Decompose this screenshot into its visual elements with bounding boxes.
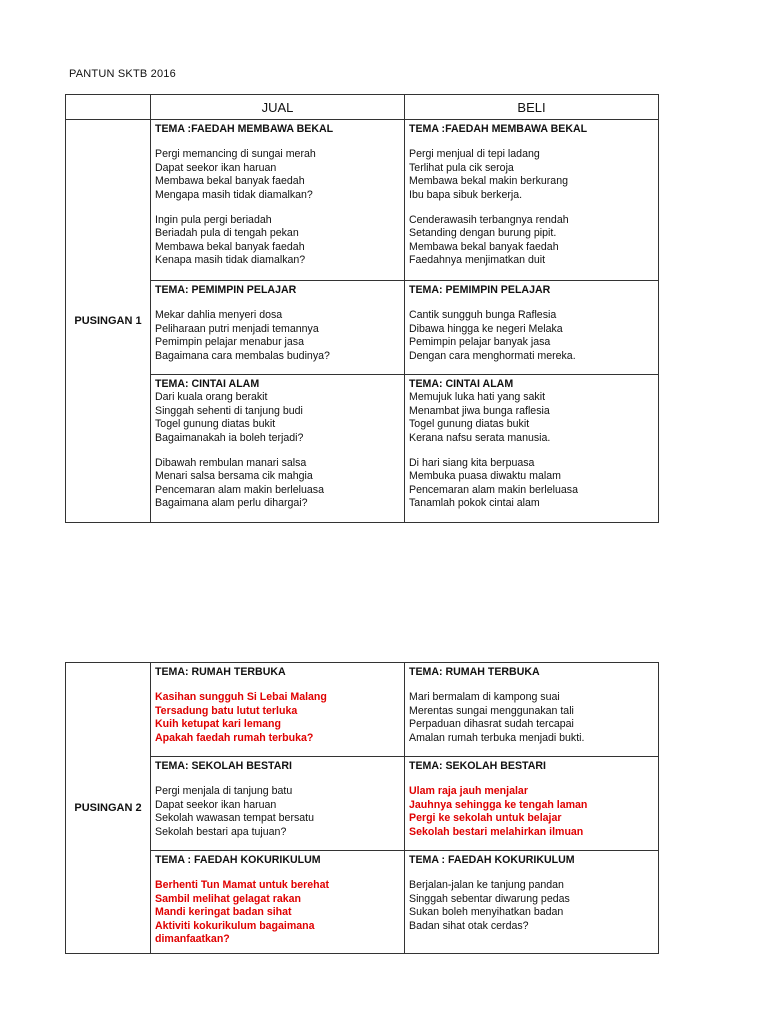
pantun-line: Sekolah bestari melahirkan ilmuan xyxy=(409,825,584,838)
pantun-line: Cenderawasih terbangnya rendah xyxy=(409,214,569,227)
pantun-line: Mekar dahlia menyeri dosa xyxy=(155,309,283,322)
pantun-line: Pemimpin pelajar menabur jasa xyxy=(155,336,304,349)
tema-heading: TEMA: RUMAH TERBUKA xyxy=(409,666,540,678)
pantun-line: Mandi keringat badan sihat xyxy=(155,906,292,919)
tema-heading: TEMA :FAEDAH MEMBAWA BEKAL xyxy=(409,123,588,135)
jual-cell xyxy=(151,851,405,954)
tema-heading: TEMA :FAEDAH MEMBAWA BEKAL xyxy=(155,123,334,135)
pantun-line: Beriadah pula di tengah pekan xyxy=(155,227,299,240)
pantun-block xyxy=(405,375,658,511)
table-row xyxy=(66,375,659,523)
pantun-line: Di hari siang kita berpuasa xyxy=(409,457,535,470)
pantun-line: Mari bermalam di kampong suai xyxy=(409,691,560,704)
round-label: PUSINGAN 1 xyxy=(66,120,151,523)
stanza xyxy=(409,785,654,839)
pantun-line: Membawa bekal makin berkurang xyxy=(409,175,568,188)
tema-heading: TEMA : FAEDAH KOKURIKULUM xyxy=(409,854,575,866)
pantun-line: Pergi ke sekolah untuk belajar xyxy=(409,812,562,825)
stanza xyxy=(155,391,400,445)
pantun-line: Menambat jiwa bunga raflesia xyxy=(409,404,550,417)
pantun-block xyxy=(151,281,404,363)
pantun-line: Setanding dengan burung pipit. xyxy=(409,227,557,240)
pantun-block xyxy=(405,663,658,745)
pantun-line: Mengapa masih tidak diamalkan? xyxy=(155,188,313,201)
pantun-line: Faedahnya menjimatkan duit xyxy=(409,254,546,267)
stanza xyxy=(155,879,400,946)
jual-cell xyxy=(151,120,405,281)
pantun-block xyxy=(405,757,658,839)
jual-cell xyxy=(151,663,405,757)
pantun-line: Aktiviti kokurikulum bagaimana xyxy=(155,919,315,932)
stanza xyxy=(155,309,400,363)
stanza-gap xyxy=(155,202,400,214)
stanza-gap xyxy=(409,867,654,879)
header-empty-cell xyxy=(66,95,151,120)
pantun-line: Memujuk luka hati yang sakit xyxy=(409,391,546,404)
table-row xyxy=(66,120,659,281)
tema-heading: TEMA: CINTAI ALAM xyxy=(155,378,260,390)
stanza xyxy=(155,785,400,839)
pantun-line: Togel gunung diatas bukit xyxy=(155,418,276,431)
tema-heading: TEMA : FAEDAH KOKURIKULUM xyxy=(155,854,321,866)
pantun-line: Perpaduan dihasrat sudah tercapai xyxy=(409,718,574,731)
stanza-gap xyxy=(409,136,654,148)
stanza-gap xyxy=(155,867,400,879)
beli-cell xyxy=(405,851,659,954)
pantun-line: Jauhnya sehingga ke tengah laman xyxy=(409,798,588,811)
pantun-line: Membawa bekal banyak faedah xyxy=(155,240,305,253)
stanza xyxy=(409,691,654,745)
beli-cell xyxy=(405,120,659,281)
stanza xyxy=(409,391,654,445)
pantun-line: Menari salsa bersama cik mahgia xyxy=(155,470,313,483)
jual-cell xyxy=(151,375,405,523)
pantun-line: Merentas sungai menggunakan tali xyxy=(409,704,574,717)
pantun-block xyxy=(151,757,404,839)
table-row xyxy=(66,281,659,375)
tema-heading: TEMA: SEKOLAH BESTARI xyxy=(155,760,292,772)
stanza-gap xyxy=(409,445,654,457)
pantun-line: Pergi memancing di sungai merah xyxy=(155,148,316,161)
pantun-line: Pencemaran alam makin berleluasa xyxy=(409,483,578,496)
tema-heading: TEMA: RUMAH TERBUKA xyxy=(155,666,286,678)
pantun-line: Pemimpin pelajar banyak jasa xyxy=(409,336,551,349)
pantun-line: Berhenti Tun Mamat untuk berehat xyxy=(155,879,330,892)
stanza xyxy=(409,309,654,363)
pantun-line: Apakah faedah rumah terbuka? xyxy=(155,731,314,744)
table-row xyxy=(66,851,659,954)
pantun-line: Dengan cara menghormati mereka. xyxy=(409,349,576,362)
pantun-line: Sambil melihat gelagat rakan xyxy=(155,892,302,905)
stanza-gap xyxy=(409,297,654,309)
pantun-line: Kasihan sungguh Si Lebai Malang xyxy=(155,691,327,704)
tema-heading: TEMA: PEMIMPIN PELAJAR xyxy=(155,284,297,296)
tema-heading: TEMA: SEKOLAH BESTARI xyxy=(409,760,546,772)
pantun-line: Dapat seekor ikan haruan xyxy=(155,798,277,811)
table-row xyxy=(66,757,659,851)
stanza xyxy=(155,691,400,745)
pantun-line: Ibu bapa sibuk berkerja. xyxy=(409,188,523,201)
header-row xyxy=(66,95,659,120)
pantun-block xyxy=(151,375,404,511)
tema-heading: TEMA: PEMIMPIN PELAJAR xyxy=(409,284,551,296)
stanza-gap xyxy=(409,202,654,214)
stanza xyxy=(155,214,400,268)
stanza-gap xyxy=(155,136,400,148)
pantun-line: Pergi menjual di tepi ladang xyxy=(409,148,540,161)
pantun-line: Terlihat pula cik seroja xyxy=(409,161,514,174)
pantun-line: Kuih ketupat kari lemang xyxy=(155,718,281,731)
pantun-line: Peliharaan putri menjadi temannya xyxy=(155,322,319,335)
jual-cell xyxy=(151,281,405,375)
pantun-line: Badan sihat otak cerdas? xyxy=(409,919,529,932)
header-beli: BELI xyxy=(405,95,659,120)
stanza xyxy=(155,148,400,202)
pantun-line: Cantik sungguh bunga Raflesia xyxy=(409,309,557,322)
beli-cell xyxy=(405,663,659,757)
pantun-block xyxy=(405,281,658,363)
header-jual: JUAL xyxy=(151,95,405,120)
beli-cell xyxy=(405,375,659,523)
pantun-line: dimanfaatkan? xyxy=(155,933,230,946)
pantun-table-round-1 xyxy=(65,94,659,523)
pantun-line: Amalan rumah terbuka menjadi bukti. xyxy=(409,731,585,744)
pantun-line: Kerana nafsu serata manusia. xyxy=(409,431,551,444)
pantun-line: Bagaimana alam perlu dihargai? xyxy=(155,497,308,510)
table-row xyxy=(66,663,659,757)
pantun-table-round-2 xyxy=(65,662,659,954)
pantun-line: Tanamlah pokok cintai alam xyxy=(409,497,540,510)
stanza xyxy=(409,148,654,202)
pantun-line: Bagaimana cara membalas budinya? xyxy=(155,349,330,362)
document-title: PANTUN SKTB 2016 xyxy=(69,68,176,80)
stanza-gap xyxy=(155,445,400,457)
pantun-line: Togel gunung diatas bukit xyxy=(409,418,530,431)
jual-cell xyxy=(151,757,405,851)
stanza xyxy=(409,457,654,511)
pantun-line: Dapat seekor ikan haruan xyxy=(155,161,277,174)
tema-heading: TEMA: CINTAI ALAM xyxy=(409,378,514,390)
pantun-line: Sekolah wawasan tempat bersatu xyxy=(155,812,314,825)
pantun-line: Dibawah rembulan manari salsa xyxy=(155,457,307,470)
pantun-line: Singgah sebentar diwarung pedas xyxy=(409,892,570,905)
pantun-line: Sukan boleh menyihatkan badan xyxy=(409,906,564,919)
stanza-gap xyxy=(409,773,654,785)
pantun-line: Membawa bekal banyak faedah xyxy=(155,175,305,188)
pantun-line: Sekolah bestari apa tujuan? xyxy=(155,825,287,838)
pantun-line: Pencemaran alam makin berleluasa xyxy=(155,483,324,496)
stanza-gap xyxy=(155,297,400,309)
stanza xyxy=(409,879,654,933)
stanza xyxy=(155,457,400,511)
pantun-line: Membawa bekal banyak faedah xyxy=(409,240,559,253)
stanza-gap xyxy=(409,679,654,691)
pantun-line: Dari kuala orang berakit xyxy=(155,391,268,404)
pantun-line: Dibawa hingga ke negeri Melaka xyxy=(409,322,563,335)
pantun-line: Ingin pula pergi beriadah xyxy=(155,214,272,227)
pantun-line: Ulam raja jauh menjalar xyxy=(409,785,528,798)
pantun-line: Bagaimanakah ia boleh terjadi? xyxy=(155,431,304,444)
beli-cell xyxy=(405,757,659,851)
beli-cell xyxy=(405,281,659,375)
pantun-line: Kenapa masih tidak diamalkan? xyxy=(155,254,306,267)
pantun-block xyxy=(151,851,404,946)
stanza-gap xyxy=(155,773,400,785)
pantun-line: Pergi menjala di tanjung batu xyxy=(155,785,293,798)
stanza xyxy=(409,214,654,268)
pantun-line: Berjalan-jalan ke tanjung pandan xyxy=(409,879,564,892)
pantun-line: Singgah sehenti di tanjung budi xyxy=(155,404,303,417)
pantun-line: Tersadung batu lutut terluka xyxy=(155,704,298,717)
pantun-block xyxy=(405,851,658,933)
pantun-block xyxy=(151,663,404,745)
pantun-block xyxy=(405,120,658,268)
pantun-line: Membuka puasa diwaktu malam xyxy=(409,470,561,483)
pantun-block xyxy=(151,120,404,268)
stanza-gap xyxy=(155,679,400,691)
round-label: PUSINGAN 2 xyxy=(66,663,151,954)
